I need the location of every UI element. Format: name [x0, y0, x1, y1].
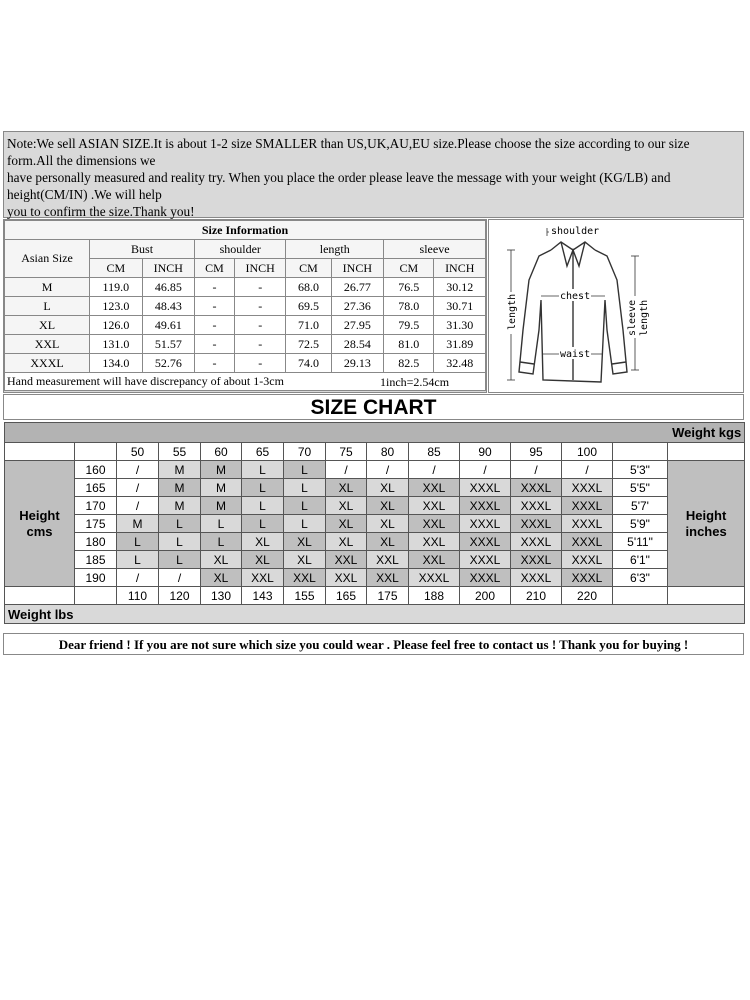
size-label: XXL — [5, 335, 90, 354]
height-row — [5, 515, 745, 533]
height-inch-value: 5'3" — [613, 461, 668, 479]
size-measurement: 76.5 — [384, 278, 434, 297]
note-line: Note:We sell ASIAN SIZE.It is about 1-2 size SMALLER than US,UK,AU,EU size.Please choose the size according to our size — [7, 136, 690, 151]
recommended-size-cell: XXL — [326, 569, 367, 587]
height-inch-value: 5'9" — [613, 515, 668, 533]
recommended-size-cell: XXXL — [562, 515, 613, 533]
size-measurement: 28.54 — [331, 335, 384, 354]
height-inch-value: 6'1" — [613, 551, 668, 569]
size-measurement: 27.95 — [331, 316, 384, 335]
weight-lb-value: 200 — [460, 587, 511, 605]
size-measurement: 82.5 — [384, 354, 434, 373]
size-measurement: 126.0 — [90, 316, 143, 335]
inch-conversion-note: 1inch=2.54cm — [380, 375, 450, 389]
height-inch-value: 5'5" — [613, 479, 668, 497]
size-measurement: 46.85 — [142, 278, 195, 297]
weight-lb-value: 110 — [117, 587, 159, 605]
recommended-size-cell: XXXL — [511, 569, 562, 587]
height-inch-value: 5'7' — [613, 497, 668, 515]
size-information-title: Size Information — [5, 221, 486, 240]
weight-lb-value: 220 — [562, 587, 613, 605]
size-measurement: 119.0 — [90, 278, 143, 297]
size-measurement: 123.0 — [90, 297, 143, 316]
weight-kg-value: 90 — [460, 443, 511, 461]
recommended-size-cell: XL — [201, 551, 242, 569]
recommended-size-cell: XXL — [409, 551, 460, 569]
recommended-size-cell: L — [242, 497, 284, 515]
recommended-size-cell: XXL — [367, 569, 409, 587]
note-line: you to confirm the size.Thank you! — [7, 204, 195, 219]
height-inches-label: Height inches — [668, 461, 745, 587]
recommended-size-cell: M — [117, 515, 159, 533]
size-measurement: 69.5 — [286, 297, 331, 316]
weight-kg-value: 55 — [159, 443, 201, 461]
unit-header: INCH — [142, 259, 195, 278]
size-note — [3, 131, 744, 218]
blank-cell — [613, 443, 668, 461]
weight-kgs-header: Weight kgs — [5, 423, 745, 443]
shirt-icon — [489, 220, 743, 392]
recommended-size-cell: XL — [367, 497, 409, 515]
weight-lb-value: 130 — [201, 587, 242, 605]
contact-message: Dear friend ! If you are not sure which size you could wear . Please feel free to contact us ! Thank you for buying ! — [3, 633, 744, 655]
recommended-size-cell: L — [159, 551, 201, 569]
size-row — [5, 316, 486, 335]
size-label: XL — [5, 316, 90, 335]
height-row — [5, 533, 745, 551]
weight-lb-value: 175 — [367, 587, 409, 605]
note-line: height(CM/IN) .We will help — [7, 187, 162, 202]
height-cm-value: 180 — [75, 533, 117, 551]
recommended-size-cell: M — [159, 479, 201, 497]
recommended-size-cell: M — [201, 479, 242, 497]
shoulder-header: shoulder — [195, 240, 286, 259]
size-label: M — [5, 278, 90, 297]
weight-kg-value: 85 — [409, 443, 460, 461]
recommended-size-cell: / — [460, 461, 511, 479]
size-measurement: 32.48 — [434, 354, 486, 373]
weight-lb-value: 155 — [284, 587, 326, 605]
size-chart-table — [4, 422, 745, 624]
height-cms-label: Height cms — [5, 461, 75, 587]
unit-header: INCH — [234, 259, 285, 278]
height-row — [5, 551, 745, 569]
recommended-size-cell: XL — [367, 479, 409, 497]
recommended-size-cell: L — [284, 515, 326, 533]
unit-header: CM — [384, 259, 434, 278]
sleeve-header: sleeve — [384, 240, 486, 259]
height-inch-value: 5'11" — [613, 533, 668, 551]
recommended-size-cell: / — [326, 461, 367, 479]
shirt-measurement-diagram — [488, 219, 744, 393]
blank-cell — [5, 443, 75, 461]
recommended-size-cell: / — [367, 461, 409, 479]
recommended-size-cell: XXL — [409, 533, 460, 551]
recommended-size-cell: M — [159, 497, 201, 515]
height-inch-value: 6'3" — [613, 569, 668, 587]
chest-label: chest — [560, 291, 591, 302]
recommended-size-cell: L — [284, 479, 326, 497]
recommended-size-cell: XXXL — [511, 497, 562, 515]
waist-label: waist — [560, 349, 591, 360]
size-measurement: - — [234, 335, 285, 354]
discrepancy-note: Hand measurement will have discrepancy of about 1-3cm — [7, 374, 284, 388]
weight-lb-value: 143 — [242, 587, 284, 605]
recommended-size-cell: XXXL — [460, 551, 511, 569]
recommended-size-cell: XXXL — [460, 497, 511, 515]
recommended-size-cell: XL — [284, 551, 326, 569]
weight-lbs-header: Weight lbs — [5, 605, 745, 624]
size-measurement: 72.5 — [286, 335, 331, 354]
recommended-size-cell: XXXL — [562, 497, 613, 515]
recommended-size-cell: XXXL — [562, 551, 613, 569]
weight-lb-value: 165 — [326, 587, 367, 605]
height-row — [5, 461, 745, 479]
weight-kg-value: 70 — [284, 443, 326, 461]
weight-kg-value: 100 — [562, 443, 613, 461]
height-cm-value: 170 — [75, 497, 117, 515]
size-measurement: - — [195, 297, 235, 316]
size-measurement: 27.36 — [331, 297, 384, 316]
size-measurement: 51.57 — [142, 335, 195, 354]
recommended-size-cell: / — [117, 479, 159, 497]
weight-lb-value: 188 — [409, 587, 460, 605]
recommended-size-cell: XL — [201, 569, 242, 587]
blank-cell — [75, 587, 117, 605]
height-cm-value: 190 — [75, 569, 117, 587]
size-measurement: 79.5 — [384, 316, 434, 335]
recommended-size-cell: XXXL — [511, 479, 562, 497]
size-measurement: 26.77 — [331, 278, 384, 297]
recommended-size-cell: XXXL — [460, 515, 511, 533]
recommended-size-cell: L — [284, 497, 326, 515]
size-measurement: - — [195, 278, 235, 297]
size-measurement: 49.61 — [142, 316, 195, 335]
recommended-size-cell: L — [201, 533, 242, 551]
recommended-size-cell: XL — [326, 533, 367, 551]
weight-lb-value: 120 — [159, 587, 201, 605]
size-measurement: 74.0 — [286, 354, 331, 373]
recommended-size-cell: XXL — [409, 479, 460, 497]
height-cm-value: 175 — [75, 515, 117, 533]
weight-kg-value: 65 — [242, 443, 284, 461]
unit-header: CM — [195, 259, 235, 278]
recommended-size-cell: XXL — [409, 515, 460, 533]
recommended-size-cell: / — [511, 461, 562, 479]
recommended-size-cell: XXXL — [562, 479, 613, 497]
unit-header: INCH — [331, 259, 384, 278]
size-label: XXXL — [5, 354, 90, 373]
recommended-size-cell: XXXL — [511, 551, 562, 569]
sleeve-label: sleeve — [627, 299, 638, 336]
height-cm-value: 165 — [75, 479, 117, 497]
size-measurement: - — [234, 316, 285, 335]
weight-kg-value: 60 — [201, 443, 242, 461]
size-measurement: 131.0 — [90, 335, 143, 354]
length-label: length — [507, 293, 518, 330]
recommended-size-cell: / — [117, 461, 159, 479]
recommended-size-cell: XL — [367, 533, 409, 551]
recommended-size-cell: L — [201, 515, 242, 533]
recommended-size-cell: XXXL — [562, 569, 613, 587]
weight-kg-value: 80 — [367, 443, 409, 461]
size-measurement: - — [195, 354, 235, 373]
recommended-size-cell: XL — [367, 515, 409, 533]
size-row — [5, 354, 486, 373]
recommended-size-cell: / — [159, 569, 201, 587]
recommended-size-cell: XL — [242, 551, 284, 569]
bust-header: Bust — [90, 240, 195, 259]
recommended-size-cell: M — [159, 461, 201, 479]
note-line: form.All the dimensions we — [7, 153, 156, 168]
recommended-size-cell: XXXL — [460, 569, 511, 587]
recommended-size-cell: XL — [326, 479, 367, 497]
recommended-size-cell: XL — [326, 515, 367, 533]
size-information-panel — [3, 219, 487, 393]
shoulder-label: shoulder — [551, 226, 600, 237]
blank-cell — [668, 587, 745, 605]
height-cm-value: 160 — [75, 461, 117, 479]
weight-kg-value: 75 — [326, 443, 367, 461]
blank-cell — [75, 443, 117, 461]
size-row — [5, 278, 486, 297]
height-row — [5, 497, 745, 515]
size-measurement: 29.13 — [331, 354, 384, 373]
size-measurement: 30.71 — [434, 297, 486, 316]
weight-kg-value: 50 — [117, 443, 159, 461]
asian-size-header: Asian Size — [5, 240, 90, 278]
recommended-size-cell: L — [242, 479, 284, 497]
recommended-size-cell: XXL — [284, 569, 326, 587]
recommended-size-cell: XXXL — [409, 569, 460, 587]
recommended-size-cell: / — [409, 461, 460, 479]
size-measurement: - — [234, 297, 285, 316]
recommended-size-cell: L — [117, 533, 159, 551]
size-measurement: 68.0 — [286, 278, 331, 297]
size-measurement: 48.43 — [142, 297, 195, 316]
recommended-size-cell: XL — [284, 533, 326, 551]
size-measurement: 31.89 — [434, 335, 486, 354]
recommended-size-cell: XL — [242, 533, 284, 551]
note-line: have personally measured and reality try. When you place the order please leave the message with your weight (KG/LB) and — [7, 170, 671, 185]
size-row — [5, 297, 486, 316]
blank-cell — [668, 443, 745, 461]
unit-header: INCH — [434, 259, 486, 278]
blank-cell — [5, 587, 75, 605]
size-information-table — [4, 220, 486, 391]
recommended-size-cell: XXXL — [511, 533, 562, 551]
weight-kg-value: 95 — [511, 443, 562, 461]
recommended-size-cell: L — [242, 461, 284, 479]
height-cm-value: 185 — [75, 551, 117, 569]
recommended-size-cell: XXL — [409, 497, 460, 515]
size-measurement: 71.0 — [286, 316, 331, 335]
size-measurement: - — [195, 316, 235, 335]
unit-header: CM — [90, 259, 143, 278]
recommended-size-cell: XXL — [367, 551, 409, 569]
size-chart-title: SIZE CHART — [3, 394, 744, 420]
length-header: length — [286, 240, 384, 259]
recommended-size-cell: M — [201, 461, 242, 479]
recommended-size-cell: XXXL — [460, 479, 511, 497]
size-measurement: 81.0 — [384, 335, 434, 354]
recommended-size-cell: L — [242, 515, 284, 533]
recommended-size-cell: L — [159, 515, 201, 533]
recommended-size-cell: L — [117, 551, 159, 569]
size-measurement: 134.0 — [90, 354, 143, 373]
recommended-size-cell: / — [117, 569, 159, 587]
blank-cell — [613, 587, 668, 605]
measurement-footer — [5, 373, 486, 391]
recommended-size-cell: XXL — [326, 551, 367, 569]
size-measurement: - — [234, 278, 285, 297]
size-measurement: 52.76 — [142, 354, 195, 373]
size-measurement: - — [234, 354, 285, 373]
recommended-size-cell: XXL — [242, 569, 284, 587]
size-measurement: - — [195, 335, 235, 354]
recommended-size-cell: XXXL — [460, 533, 511, 551]
recommended-size-cell: / — [117, 497, 159, 515]
recommended-size-cell: XXXL — [511, 515, 562, 533]
recommended-size-cell: L — [159, 533, 201, 551]
recommended-size-cell: XXXL — [562, 533, 613, 551]
recommended-size-cell: / — [562, 461, 613, 479]
size-measurement: 31.30 — [434, 316, 486, 335]
recommended-size-cell: L — [284, 461, 326, 479]
size-measurement: 78.0 — [384, 297, 434, 316]
weight-lb-value: 210 — [511, 587, 562, 605]
recommended-size-cell: XL — [326, 497, 367, 515]
size-row — [5, 335, 486, 354]
sleeve-length-label: length — [639, 299, 650, 336]
height-row — [5, 569, 745, 587]
size-measurement: 30.12 — [434, 278, 486, 297]
unit-header: CM — [286, 259, 331, 278]
height-row — [5, 479, 745, 497]
recommended-size-cell: M — [201, 497, 242, 515]
size-label: L — [5, 297, 90, 316]
